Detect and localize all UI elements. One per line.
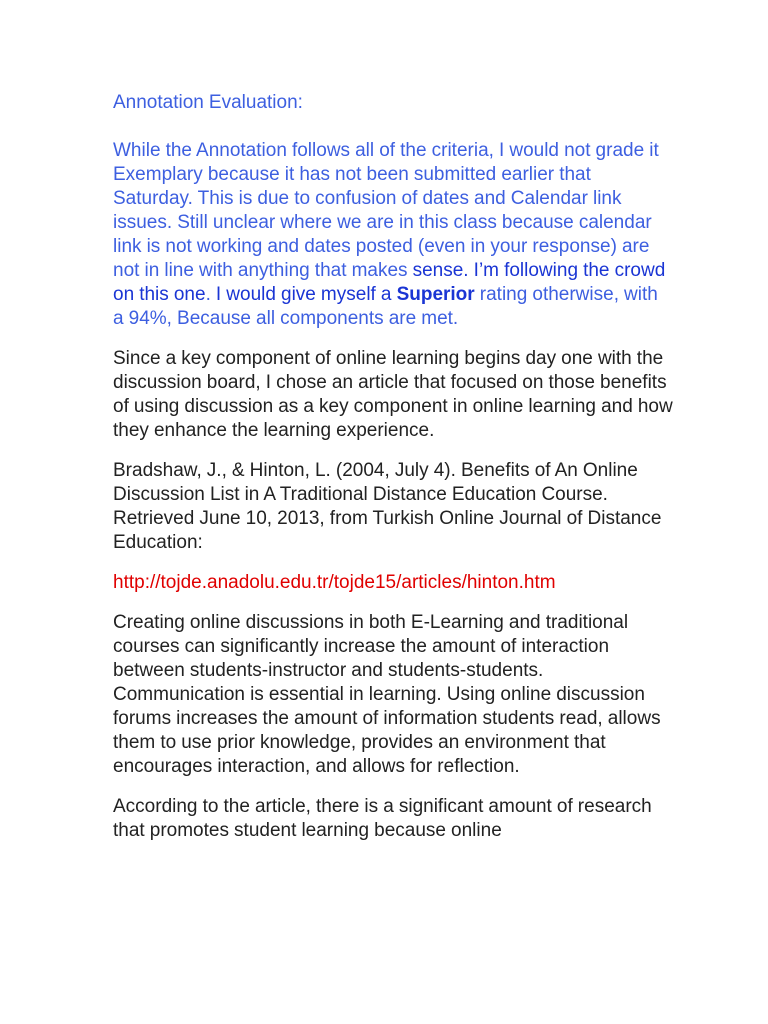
intro-paragraph: Since a key component of online learning begins day one with the discussion board, I chose an article that focused on those benefits of using discussion as a key component in online learning and how they enhance the learning experience. — [113, 348, 673, 441]
evaluation-text-emphasis: sense. I’m following the crowd on this one — [113, 260, 666, 305]
document-page — [113, 91, 673, 859]
summary-paragraph: Creating online discussions in both E-Learning and traditional courses can significantly increase the amount of interaction between students-instructor and students-students. Communication is essential in learning. Using online discussion forums increases the amount of information students read, allows them to use prior knowledge, provides an environment that encourages interaction, and allows for reflection. — [113, 612, 661, 777]
article-link[interactable]: http://tojde.anadolu.edu.tr/tojde15/articles/hinton.htm — [113, 572, 556, 593]
superior-rating-text: Superior — [396, 284, 475, 305]
evaluation-text-part4: I would give myself a — [215, 284, 397, 305]
evaluation-paragraph — [113, 139, 673, 331]
evaluation-text-part3: . — [205, 284, 216, 305]
citation-paragraph: Bradshaw, J., & Hinton, L. (2004, July 4). Benefits of An Online Discussion List in A Traditional Distance Education Course. Retrieved June 10, 2013, from Turkish Online Journal of Distance Education: — [113, 460, 662, 553]
evaluation-heading: Annotation Evaluation: — [113, 92, 303, 113]
evaluation-text-part1: While the Annotation follows all of the criteria, I would not grade it Exemplary because it has not been submitted earlier that Saturday. This is due to confusion of dates and Calendar link issues. Still unclear where we are in this class because calendar link is not working and dates posted (even in your response) are not in line with anything that makes — [113, 140, 659, 281]
article-paragraph: According to the article, there is a significant amount of research that promotes student learning because online — [113, 796, 652, 841]
evaluation-text-part5: rating otherwise, with a 94%, Because all components are met. — [113, 284, 658, 329]
